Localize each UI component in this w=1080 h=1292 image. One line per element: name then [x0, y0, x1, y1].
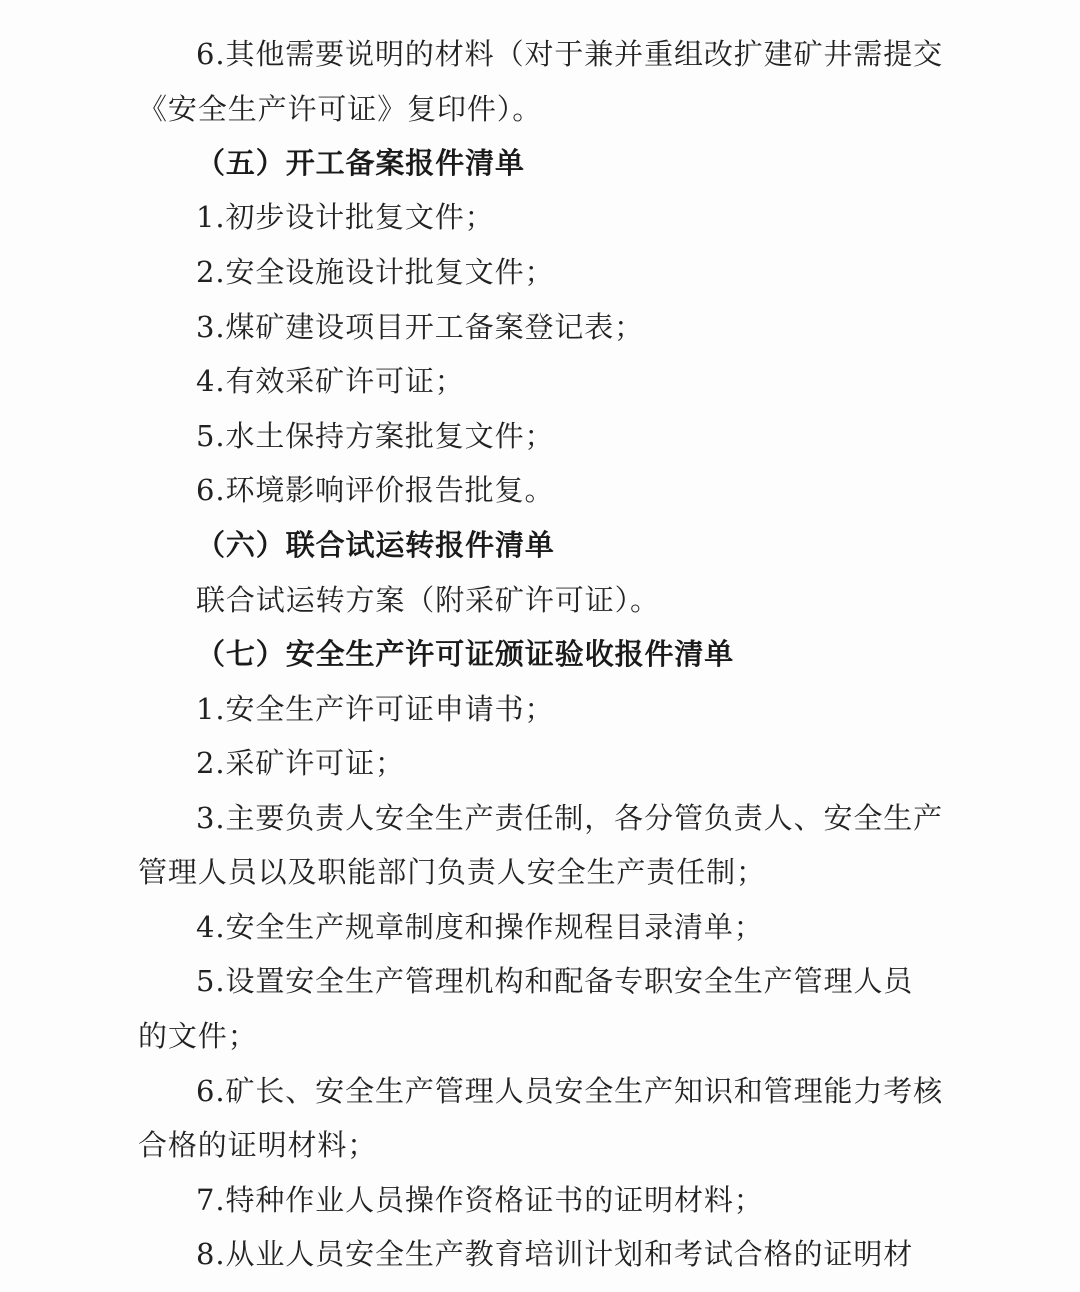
list-item: 3.主要负责人安全生产责任制，各分管负责人、安全生产 — [196, 801, 944, 835]
list-item: 3.煤矿建设项目开工备案登记表； — [196, 310, 645, 344]
list-item: 2.安全设施设计批复文件； — [196, 255, 555, 289]
list-item: 1.安全生产许可证申请书； — [196, 692, 555, 726]
list-item: 5.设置安全生产管理机构和配备专职安全生产管理人员 — [196, 964, 914, 998]
list-item: 6.矿长、安全生产管理人员安全生产知识和管理能力考核 — [196, 1074, 944, 1108]
list-item-other-materials: 6.其他需要说明的材料（对于兼并重组改扩建矿井需提交 — [196, 37, 944, 71]
list-item: 7.特种作业人员操作资格证书的证明材料； — [196, 1183, 764, 1217]
section-heading-7: （七）安全生产许可证颁证验收报件清单 — [196, 637, 735, 671]
list-item: 联合试运转方案（附采矿许可证）。 — [196, 583, 660, 617]
section-heading-6: （六）联合试运转报件清单 — [196, 528, 555, 562]
list-item: 2.采矿许可证； — [196, 746, 405, 780]
list-item-continuation: 管理人员以及职能部门负责人安全生产责任制； — [138, 855, 766, 889]
list-item: 5.水土保持方案批复文件； — [196, 419, 555, 453]
list-item-continuation: 合格的证明材料； — [138, 1128, 378, 1162]
list-item: 1.初步设计批复文件； — [196, 200, 495, 234]
list-item-continuation: 《安全生产许可证》复印件）。 — [138, 92, 543, 126]
list-item-continuation: 的文件； — [138, 1019, 258, 1053]
section-heading-5: （五）开工备案报件清单 — [196, 146, 525, 180]
list-item: 8.从业人员安全生产教育培训计划和考试合格的证明材 — [196, 1237, 914, 1271]
list-item: 6.环境影响评价报告批复。 — [196, 473, 555, 507]
list-item: 4.有效采矿许可证； — [196, 364, 465, 398]
list-item: 4.安全生产规章制度和操作规程目录清单； — [196, 910, 764, 944]
